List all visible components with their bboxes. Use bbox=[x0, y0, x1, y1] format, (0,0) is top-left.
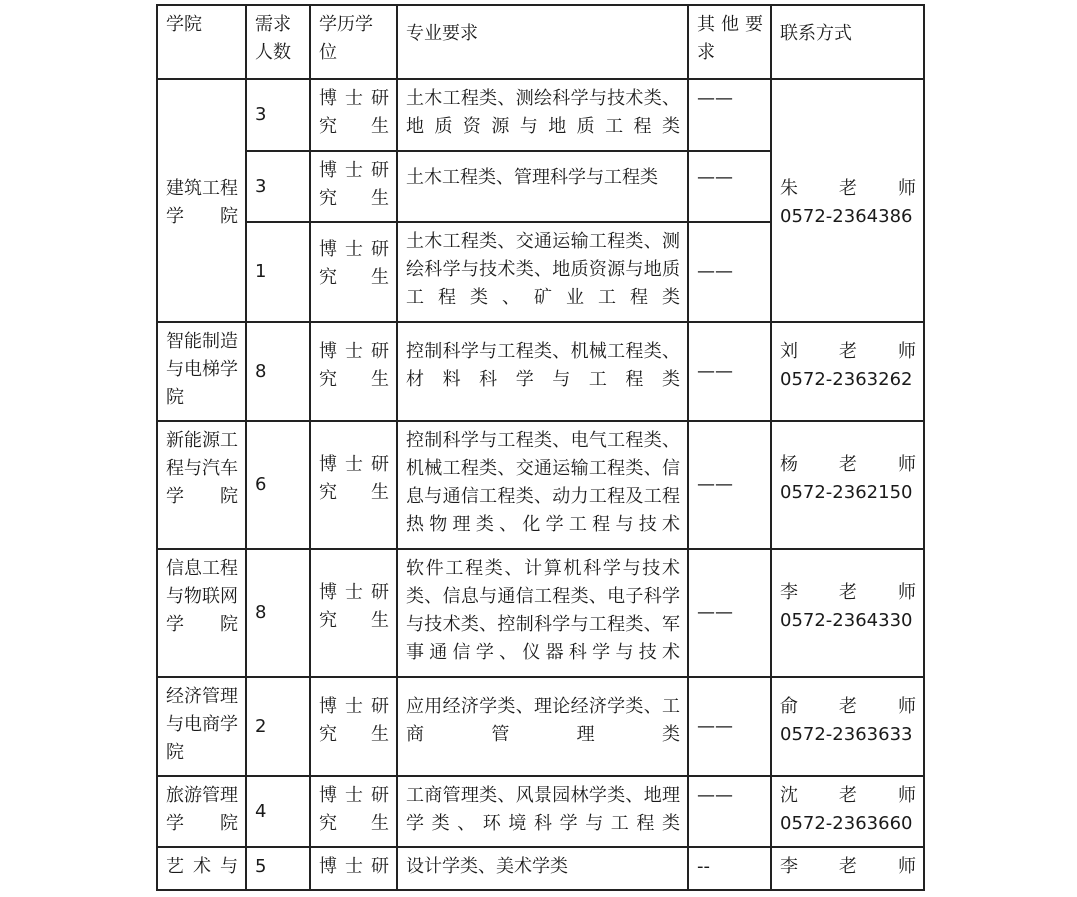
table-row bbox=[157, 322, 924, 421]
other-cell: —— bbox=[688, 549, 771, 677]
table-row bbox=[157, 421, 924, 549]
contact-name: 俞老师 bbox=[780, 696, 916, 717]
college-cell: 建筑工程学院 bbox=[157, 79, 246, 322]
table-row bbox=[157, 847, 924, 890]
table-row bbox=[157, 79, 924, 151]
count-cell: 5 bbox=[246, 847, 310, 890]
major-cell: 控制科学与工程类、机械工程类、材料科学与工程类 bbox=[397, 322, 688, 421]
college-cell: 艺术与 bbox=[157, 847, 246, 890]
contact-name: 刘老师 bbox=[780, 341, 916, 362]
table-row bbox=[157, 677, 924, 776]
table-row bbox=[157, 549, 924, 677]
contact-cell bbox=[771, 847, 924, 890]
contact-name: 沈老师 bbox=[780, 785, 916, 806]
degree-cell: 博士研究生 bbox=[310, 677, 397, 776]
header-other: 其他要求 bbox=[688, 5, 771, 79]
college-cell: 新能源工程与汽车学院 bbox=[157, 421, 246, 549]
table-row bbox=[157, 776, 924, 847]
degree-cell: 博士研究生 bbox=[310, 322, 397, 421]
college-cell: 智能制造与电梯学院 bbox=[157, 322, 246, 421]
other-cell: —— bbox=[688, 79, 771, 151]
major-cell: 软件工程类、计算机科学与技术类、信息与通信工程类、电子科学与技术类、控制科学与工程类、军事通信学、仪器科学与技术 bbox=[397, 549, 688, 677]
other-cell: —— bbox=[688, 222, 771, 322]
contact-phone: 0572-2363262 bbox=[780, 369, 913, 390]
count-cell: 8 bbox=[246, 322, 310, 421]
contact-name: 李老师 bbox=[780, 582, 916, 603]
contact-cell bbox=[771, 549, 924, 677]
contact-cell bbox=[771, 776, 924, 847]
college-cell: 经济管理与电商学院 bbox=[157, 677, 246, 776]
major-cell: 土木工程类、测绘科学与技术类、地质资源与地质工程类 bbox=[397, 79, 688, 151]
degree-cell: 博士研究生 bbox=[310, 421, 397, 549]
degree-cell: 博士研究生 bbox=[310, 79, 397, 151]
contact-phone: 0572-2362150 bbox=[780, 482, 913, 503]
other-cell: —— bbox=[688, 421, 771, 549]
contact-cell bbox=[771, 322, 924, 421]
header-count: 需求人数 bbox=[246, 5, 310, 79]
contact-phone: 0572-2364386 bbox=[780, 206, 913, 227]
degree-cell: 博士研究生 bbox=[310, 151, 397, 222]
major-cell: 设计学类、美术学类 bbox=[397, 847, 688, 890]
count-cell: 4 bbox=[246, 776, 310, 847]
contact-cell bbox=[771, 79, 924, 322]
major-cell: 土木工程类、管理科学与工程类 bbox=[397, 151, 688, 222]
contact-cell bbox=[771, 421, 924, 549]
major-cell: 土木工程类、交通运输工程类、测绘科学与技术类、地质资源与地质工程类、矿业工程类 bbox=[397, 222, 688, 322]
other-cell: —— bbox=[688, 151, 771, 222]
other-cell: -- bbox=[688, 847, 771, 890]
recruitment-table bbox=[156, 4, 925, 891]
other-cell: —— bbox=[688, 776, 771, 847]
degree-cell: 博士研 bbox=[310, 847, 397, 890]
other-cell: —— bbox=[688, 677, 771, 776]
header-degree: 学历学位 bbox=[310, 5, 397, 79]
contact-phone: 0572-2363633 bbox=[780, 724, 913, 745]
header-college: 学院 bbox=[157, 5, 246, 79]
contact-name: 杨老师 bbox=[780, 454, 916, 475]
contact-name: 李老师 bbox=[780, 856, 916, 877]
contact-cell bbox=[771, 677, 924, 776]
header-contact: 联系方式 bbox=[771, 5, 924, 79]
count-cell: 1 bbox=[246, 222, 310, 322]
contact-phone: 0572-2363660 bbox=[780, 813, 913, 834]
count-cell: 2 bbox=[246, 677, 310, 776]
contact-name: 朱老师 bbox=[780, 178, 916, 199]
college-cell: 信息工程与物联网学院 bbox=[157, 549, 246, 677]
degree-cell: 博士研究生 bbox=[310, 776, 397, 847]
count-cell: 3 bbox=[246, 79, 310, 151]
header-major: 专业要求 bbox=[397, 5, 688, 79]
other-cell: —— bbox=[688, 322, 771, 421]
major-cell: 控制科学与工程类、电气工程类、机械工程类、交通运输工程类、信息与通信工程类、动力工程及工程热物理类、化学工程与技术 bbox=[397, 421, 688, 549]
major-cell: 应用经济学类、理论经济学类、工商管理类 bbox=[397, 677, 688, 776]
contact-phone: 0572-2364330 bbox=[780, 610, 913, 631]
table-header-row bbox=[157, 5, 924, 79]
college-cell: 旅游管理学院 bbox=[157, 776, 246, 847]
degree-cell: 博士研究生 bbox=[310, 549, 397, 677]
count-cell: 3 bbox=[246, 151, 310, 222]
count-cell: 6 bbox=[246, 421, 310, 549]
degree-cell: 博士研究生 bbox=[310, 222, 397, 322]
major-cell: 工商管理类、风景园林学类、地理学类、环境科学与工程类 bbox=[397, 776, 688, 847]
count-cell: 8 bbox=[246, 549, 310, 677]
